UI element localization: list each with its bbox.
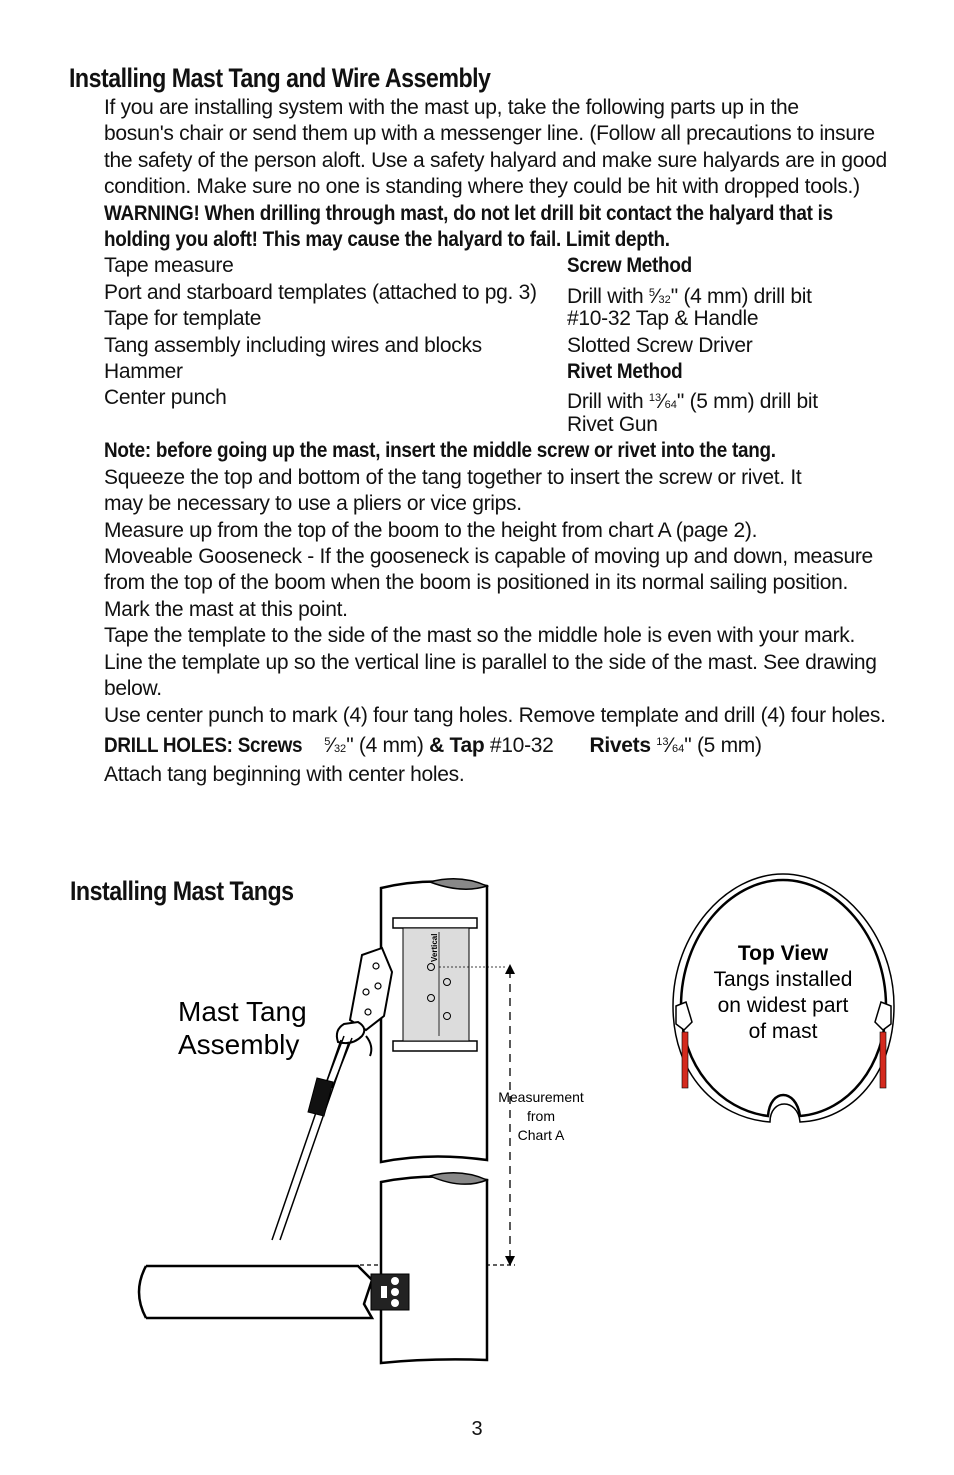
tool-item: Tape measure (104, 254, 234, 278)
measurement-label-line: Measurement (498, 1089, 584, 1105)
final-instruction-line: Attach tang beginning with center holes. (104, 763, 465, 787)
section-title-installing-mast-tangs: Installing Mast Tangs (70, 876, 294, 906)
tool-item: Center punch (104, 386, 227, 410)
warning-line: holding you aloft! This may cause the halyard to fail. Limit depth. (104, 228, 670, 252)
tools-list (104, 253, 904, 438)
screw-method-heading: Screw Method (567, 254, 692, 278)
tools-method-list (567, 253, 818, 438)
lower-mast (381, 1173, 487, 1363)
mast-tang-assembly (272, 948, 392, 1240)
instruction-line: Mark the mast at this point. (104, 597, 348, 621)
screw-tool-item: Slotted Screw Driver (567, 333, 753, 357)
measurement-label-line: Chart A (517, 1127, 565, 1143)
rivet-method-heading: Rivet Method (567, 360, 683, 383)
intro-line: the safety of the person aloft. Use a safety halyard and make sure halyards are in good (104, 148, 887, 172)
instruction-line: below. (104, 677, 162, 701)
intro-line: If you are installing system with the mast up, take the following parts up in the (104, 96, 799, 119)
tool-item: Tang assembly including wires and blocks (104, 333, 482, 357)
warning-line: WARNING! When drilling through mast, do not let drill bit contact the halyard that is (104, 201, 833, 225)
template-vertical-label: Vertical (430, 933, 439, 962)
instruction-line: Use center punch to mark (4) four tang holes. Remove template and drill (4) four holes. (104, 703, 886, 727)
screw-drill-item: Drill with $^5$⁄32" (4 mm) drill bit (567, 284, 812, 308)
instruction-line: may be necessary to use a pliers or vice grips. (104, 492, 522, 516)
tool-item: Port and starboard templates (attached to pg. 3) (104, 280, 537, 304)
drill-holes-line: DRILL HOLES: Screws$^5$⁄32" (4 mm) & Tap #10-32 Rivets $^{13}$⁄64" (5 mm) (104, 733, 762, 757)
instruction-line: Measure up from the top of the boom to the height from chart A (page 2). (104, 518, 758, 542)
top-view-line: Tangs installed (713, 968, 853, 991)
note-line: Note: before going up the mast, insert the middle screw or rivet into the tang. (104, 439, 776, 463)
rivet-tool-item: Rivet Gun (567, 412, 658, 436)
boom (139, 1266, 409, 1318)
top-view-line: on widest part (717, 994, 849, 1017)
assembly-label-line: Mast Tang (178, 996, 307, 1027)
instruction-line: Tape the template to the side of the mast so the middle hole is even with your mark. (104, 624, 856, 648)
mast-tang-diagram (0, 860, 954, 1400)
intro-line: bosun's chair or send them up with a messenger line. (Follow all precautions to insure (104, 122, 875, 146)
rivet-drill-item: Drill with $^{13}$⁄64" (5 mm) drill bit (567, 390, 818, 414)
top-view-line: of mast (748, 1020, 818, 1043)
instruction-line: from the top of the boom when the boom is positioned in its normal sailing position. (104, 571, 849, 595)
measurement-label-line: from (527, 1108, 555, 1124)
tools-general-list (104, 253, 537, 411)
screw-tool-item: #10-32 Tap & Handle (567, 307, 759, 331)
tool-item: Hammer (104, 360, 183, 383)
tool-item: Tape for template (104, 307, 262, 331)
instruction-line: Line the template up so the vertical line is parallel to the side of the mast. See drawing (104, 650, 877, 674)
instruction-line: Squeeze the top and bottom of the tang together to insert the screw or rivet. It (104, 465, 802, 489)
top-view-title: Top View (737, 942, 829, 965)
instructions-body (104, 95, 904, 789)
intro-line: condition. Make sure no one is standing where they could be hit with dropped tools.) (104, 175, 860, 199)
page-number: 3 (471, 1418, 483, 1440)
assembly-label-line: Assembly (178, 1029, 300, 1060)
instruction-line: Moveable Gooseneck - If the gooseneck is capable of moving up and down, measure (104, 545, 873, 569)
section-title-installing-mast-tang: Installing Mast Tang and Wire Assembly (69, 63, 491, 93)
